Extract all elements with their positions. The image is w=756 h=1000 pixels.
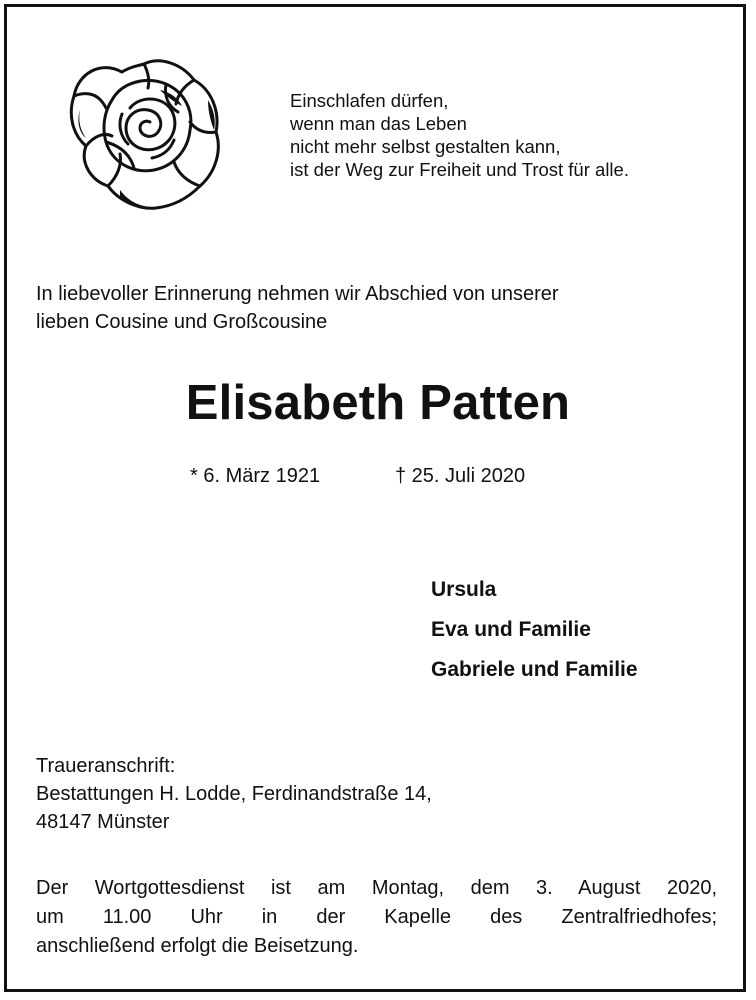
mourner-name: Gabriele und Familie: [431, 658, 638, 681]
poem-line: nicht mehr selbst gestalten kann,: [290, 136, 561, 157]
mourner-name: Eva und Familie: [431, 618, 591, 641]
service-line: anschließend erfolgt die Beisetzung.: [36, 935, 359, 957]
mourning-address: [36, 752, 432, 836]
rose-icon: [60, 50, 226, 220]
address-line: 48147 Münster: [36, 811, 170, 833]
mourners-list: [431, 570, 638, 690]
deceased-name: Elisabeth Patten: [185, 376, 571, 430]
death-date: † 25. Juli 2020: [395, 465, 526, 487]
address-line: Traueranschrift:: [36, 755, 176, 777]
service-line: Der Wortgottesdienst ist am Montag, dem 3. August 2020,: [36, 877, 717, 899]
mourner-name: Ursula: [431, 578, 497, 601]
intro-line: lieben Cousine und Großcousine: [36, 311, 328, 333]
intro-text: [36, 280, 559, 336]
poem-line: wenn man das Leben: [290, 113, 467, 134]
service-info: [36, 874, 717, 961]
service-line: um 11.00 Uhr in der Kapelle des Zentralfriedhofes;: [36, 906, 717, 928]
address-line: Bestattungen H. Lodde, Ferdinandstraße 14,: [36, 783, 432, 805]
poem-line: ist der Weg zur Freiheit und Trost für alle.: [290, 159, 629, 180]
intro-line: In liebevoller Erinnerung nehmen wir Abschied von unserer: [36, 283, 559, 305]
poem-line: Einschlafen dürfen,: [290, 90, 449, 111]
poem: [290, 89, 629, 181]
birth-date: * 6. März 1921: [190, 465, 321, 487]
